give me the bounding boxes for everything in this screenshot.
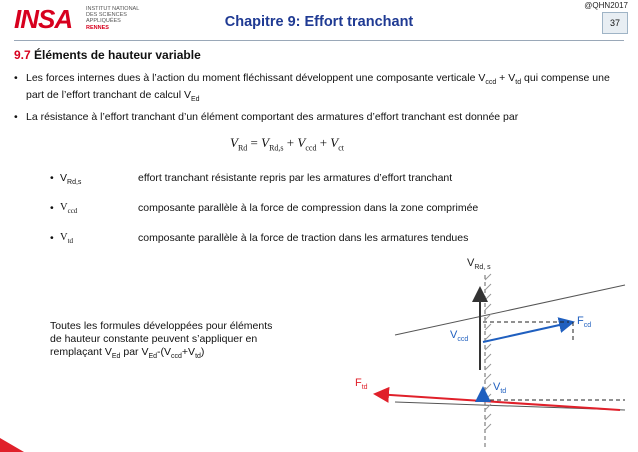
formula-symbol: V [330, 135, 339, 150]
note-line [50, 346, 320, 363]
bullet-text: Les forces internes dues à l’action du moment fléchissant développent une composante verticale V [26, 72, 486, 84]
note-text: ) [200, 346, 205, 358]
logo-line: RENNES [86, 24, 109, 31]
subscript: Rd,s [269, 143, 284, 153]
definition-text: composante parallèle à la force de traction dans les armatures tendues [138, 232, 469, 244]
formula-operator: = [247, 135, 262, 150]
bullet-dot: • [50, 232, 54, 244]
subscript: Rd,s [67, 179, 82, 187]
ftd-arrow [375, 394, 620, 410]
note-line: de hauteur constante peuvent s’appliquer en [50, 333, 258, 345]
section-title [14, 48, 201, 62]
bullet-dot: • [14, 72, 18, 84]
slide-title: Chapitre 9: Effort tranchant [224, 14, 414, 30]
formula-symbol: V [230, 135, 238, 150]
section-title-text: Éléments de hauteur variable [30, 48, 201, 62]
subscript: td [515, 79, 522, 87]
subscript: Ed [111, 353, 121, 361]
subscript: Ed [191, 96, 200, 104]
label-vtd: $V_{td}$ [493, 381, 507, 395]
header-divider [14, 40, 624, 41]
note-text: +V [181, 346, 196, 358]
logo-line: DES SCIENCES [86, 12, 127, 19]
note-text: par V [120, 346, 149, 358]
label-ftd: $F_{td}$ [355, 377, 368, 391]
bullet-resistance [14, 111, 626, 124]
page-number: 37 [602, 12, 628, 34]
section-number: 9.7 [14, 48, 31, 62]
note-line: Toutes les formules développées pour éléments [50, 320, 273, 332]
label-vccd: $V_{ccd}$ [450, 329, 469, 343]
substitution-note [50, 320, 320, 363]
formula-operator: + [283, 135, 298, 150]
fcd-arrow [483, 322, 573, 342]
subscript: ccd [171, 353, 182, 361]
label-fcd: $F_{cd}$ [577, 315, 592, 329]
copyright-text: @QHN2017 [584, 1, 628, 10]
subscript: ct [338, 143, 345, 153]
definition-symbol [60, 202, 77, 215]
subscript: td [67, 237, 74, 246]
symbol-letter: V [60, 232, 68, 243]
definition-text: effort tranchant résistante repris par les armatures d’effort tranchant [138, 172, 453, 184]
subscript: ccd [485, 79, 497, 87]
insa-logo: INSA [14, 4, 73, 34]
symbol-letter: V [60, 172, 68, 184]
bullet-dot: • [50, 202, 54, 214]
logo-line: INSTITUT NATIONAL [86, 6, 140, 12]
subscript: Rd [237, 143, 248, 153]
definition-text: composante parallèle à la force de compression dans la zone comprimée [138, 202, 479, 214]
red-corner-mark [0, 436, 24, 452]
bullet-dot: • [14, 111, 18, 123]
subscript: Ed [148, 353, 158, 361]
bullet-text: + V [496, 72, 516, 84]
formula-operator: + [316, 135, 331, 150]
logo-line: APPLIQUÉES [86, 18, 121, 25]
formula-symbol: V [297, 135, 306, 150]
subscript: ccd [67, 207, 78, 216]
bullet-text: qui compense une part de l’effort tranchant de calcul V [26, 72, 610, 102]
subscript: td [195, 353, 201, 361]
note-text: -(V [157, 346, 172, 358]
definition-symbol [60, 172, 81, 186]
formula-symbol: V [261, 135, 270, 150]
section-hatch [485, 274, 491, 430]
subscript: ccd [305, 143, 317, 153]
note-text: remplaçant V [50, 346, 112, 358]
bullet-dot: • [50, 172, 54, 184]
resistance-formula [230, 135, 344, 153]
definition-symbol [60, 232, 73, 245]
symbol-letter: V [60, 202, 68, 213]
variable-height-element-diagram [355, 250, 638, 452]
bullet-internal-forces [14, 72, 626, 106]
label-vrds: $V_{Rd, s}$ [467, 257, 491, 271]
bullet-text: La résistance à l’effort tranchant d’un élément comportant des armatures d’effort tranchant est donnée par [26, 111, 519, 123]
